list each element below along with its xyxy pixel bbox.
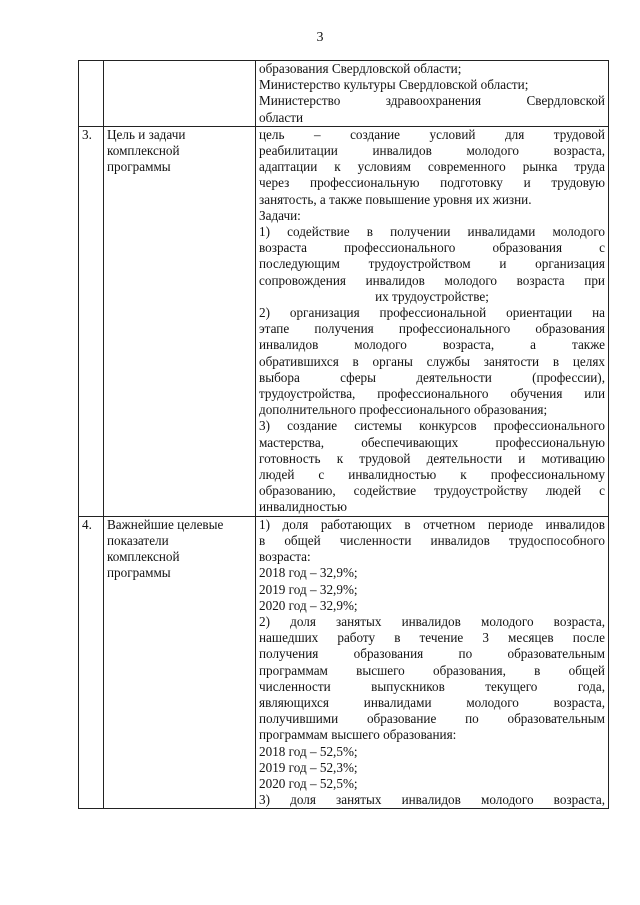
content-line: трудоустройства, профессионального обучения или [259,386,605,402]
content-line: 2) организация профессиональной ориентации на [259,305,605,321]
row-content [256,516,609,809]
content-line: сопровождения инвалидов молодого возраста при [259,272,605,288]
content-line: цель – создание условий для трудовой [259,126,605,142]
row-label-line: программы [107,565,171,581]
row-content [256,126,609,516]
row-label [104,61,256,127]
content-line: их трудоустройстве; [375,288,489,304]
content-line: занятость, а также повышение уровня их жизни. [259,191,532,207]
row-label-line: Важнейшие целевые [107,516,224,532]
content-line: в общей численности инвалидов трудоспособного [259,532,605,548]
content-line: 3) доля занятых инвалидов молодого возраста, [259,792,605,808]
content-line: образования Свердловской области; [259,61,462,76]
content-line: обратившихся в органы службы занятости в целях [259,353,605,369]
content-line: дополнительного профессионального образования; [259,402,548,418]
content-line: образованию, содействие трудоустройству людей с [259,483,605,499]
content-line: реабилитации инвалидов молодого возраста, [259,143,605,159]
content-line: выбора сферы деятельности (профессии), [259,369,605,385]
content-line: мастерства, обеспечивающих профессиональную [259,434,605,450]
row-label [104,516,256,809]
table-row [79,61,609,127]
page-number: 3 [316,30,324,45]
content-line: инвалидностью [259,499,347,515]
row-number [79,61,104,127]
content-line: этапе получения профессионального образования [259,321,605,337]
content-line: Задачи: [259,207,301,223]
content-line: через профессиональную подготовку и трудовую [259,175,605,191]
content-line: области [259,109,304,125]
content-line: нашедших работу в течение 3 месяцев после [259,630,605,646]
table-row [79,516,609,809]
content-line: готовность к трудовой деятельности и мотивацию [259,450,605,466]
row-label-line: программы [107,159,171,175]
row-number: 4. [79,516,104,809]
row-label-line: комплексной [107,143,180,159]
row-label [104,126,256,516]
content-line: адаптации к условиям современного рынка труда [259,159,605,175]
content-line: Министерство здравоохранения Свердловской [259,93,605,109]
content-line: возраста профессионального образования с [259,240,605,256]
content-line: получения образования по образовательным [259,646,605,662]
content-line: 1) содействие в получении инвалидами молодого [259,224,605,240]
content-line: программам высшего образования, в общей [259,662,605,678]
content-line: Министерство культуры Свердловской области; [259,77,529,93]
content-line: последующим трудоустройством и организация [259,256,605,272]
row-content [256,61,609,127]
table-row [79,126,609,516]
content-line: людей с инвалидностью к профессиональному [259,467,605,483]
content-line: 2) доля занятых инвалидов молодого возраста, [259,613,605,629]
content-line: 2019 год – 32,9%; [259,581,358,597]
row-number: 3. [79,126,104,516]
content-line: инвалидов молодого возраста, а также [259,337,605,353]
content-line: 3) создание системы конкурсов профессионального [259,418,605,434]
program-passport-table [78,60,609,809]
content-line: 2018 год – 32,9%; [259,565,358,581]
content-line: 2020 год – 32,9%; [259,597,358,613]
content-line: возраста: [259,549,311,565]
content-line: 2018 год – 52,5%; [259,743,358,759]
content-line: численности выпускников текущего года, [259,678,605,694]
content-line: получившими образование по образовательным [259,711,605,727]
content-line: 1) доля работающих в отчетном периоде инвалидов [259,516,605,532]
content-line: 2019 год – 52,3%; [259,759,358,775]
row-label-line: комплексной [107,549,180,565]
content-line: являющихся инвалидами молодого возраста, [259,694,605,710]
content-line: программам высшего образования: [259,727,457,743]
row-label-line: показатели [107,532,169,548]
content-line: 2020 год – 52,5%; [259,775,358,791]
row-label-line: Цель и задачи [107,126,186,142]
